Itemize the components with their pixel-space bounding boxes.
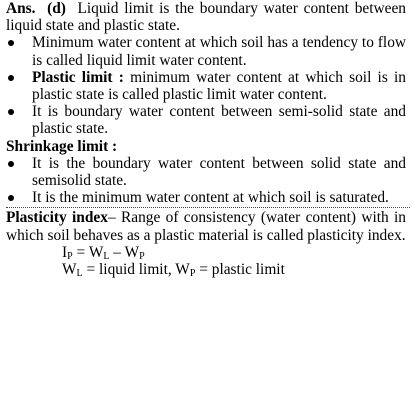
def-wl-sub: L bbox=[76, 268, 83, 280]
plastic-limit-term: Plastic limit : bbox=[32, 68, 124, 86]
def-wp: W bbox=[175, 261, 190, 279]
formula-definitions bbox=[6, 261, 406, 278]
list-item bbox=[6, 34, 406, 68]
formula-wp-sub: P bbox=[139, 250, 145, 262]
bullet-text: minimum water content at which soil is in plastic state is called plastic limit water content. bbox=[32, 68, 406, 104]
plasticity-index-text: – Range of consistency (water content) with in which soil behaves as a plastic material is called plasticity index. bbox=[6, 209, 406, 244]
list-item bbox=[6, 189, 406, 206]
shrinkage-heading: Shrinkage limit : bbox=[6, 137, 118, 155]
list-item bbox=[6, 69, 406, 103]
bullet-icon bbox=[8, 195, 14, 201]
plasticity-formula bbox=[6, 244, 406, 261]
answer-option: (d) bbox=[47, 0, 66, 17]
bullet-icon bbox=[8, 75, 14, 81]
bullet-text: It is the minimum water content at which soil is saturated. bbox=[32, 189, 389, 207]
answer-text: Liquid limit is the boundary water content between liquid state and plastic state. bbox=[6, 0, 406, 35]
formula-wl-sub: L bbox=[103, 250, 110, 262]
list-item bbox=[6, 155, 406, 189]
plasticity-index-paragraph bbox=[6, 209, 406, 243]
bullet-text: Minimum water content at which soil has a tendency to flow is called liquid limit water content. bbox=[32, 34, 406, 69]
answer-document bbox=[6, 0, 406, 278]
formula-minus: – bbox=[109, 243, 125, 261]
bullet-icon bbox=[8, 161, 14, 167]
answer-paragraph bbox=[6, 0, 406, 34]
plasticity-index-term: Plasticity index bbox=[6, 209, 108, 227]
answer-prefix: Ans. bbox=[6, 0, 36, 17]
bullet-text: It is the boundary water content between solid state and semisolid state. bbox=[32, 154, 406, 190]
def-wp-text: = plastic limit bbox=[195, 261, 285, 279]
list-item bbox=[6, 103, 406, 137]
formula-ip: I bbox=[62, 243, 68, 261]
liquid-limit-bullets bbox=[6, 34, 406, 137]
formula-ip-sub: P bbox=[67, 250, 73, 262]
bullet-text: It is boundary water content between semi-solid state and plastic state. bbox=[32, 103, 406, 138]
formula-wp: W bbox=[124, 243, 140, 261]
bullet-icon bbox=[8, 109, 14, 115]
bullet-icon bbox=[8, 40, 14, 46]
def-wp-sub: P bbox=[189, 268, 196, 280]
section-divider bbox=[6, 207, 410, 208]
shrinkage-bullets bbox=[6, 155, 406, 207]
formula-wl: W bbox=[88, 243, 104, 261]
def-wl: W bbox=[62, 261, 77, 279]
formula-equals: = bbox=[72, 243, 89, 261]
def-wl-text: = liquid limit, bbox=[82, 261, 176, 279]
